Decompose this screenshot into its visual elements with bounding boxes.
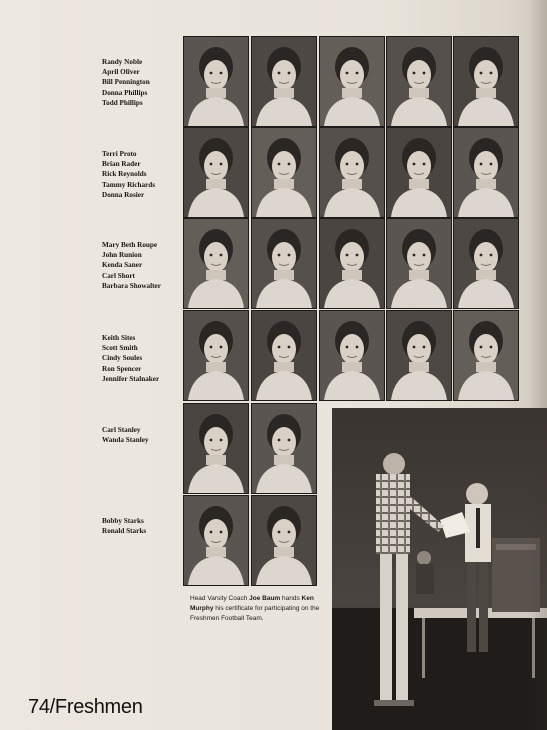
student-name: Mary Beth Roupe (102, 241, 158, 249)
student-name: Todd Phillips (102, 98, 143, 107)
student-portrait (319, 310, 385, 401)
award-ceremony-photo (332, 408, 547, 730)
student-portrait (183, 127, 249, 218)
student-name: Keith Sites (102, 334, 136, 342)
portrait-image (387, 128, 451, 217)
student-portrait (319, 218, 385, 309)
portrait-image (320, 37, 384, 126)
student-name: Brian Rader (102, 160, 141, 169)
student-portrait (453, 36, 519, 127)
name-list-row-4 (102, 333, 182, 384)
student-portrait (386, 127, 452, 218)
student-name: Kenda Saner (102, 261, 143, 270)
caption-text: his certificate for participating on the Freshmen Football Team. (190, 605, 320, 622)
student-portrait (386, 310, 452, 401)
student-portrait (386, 218, 452, 309)
name-list-row-6 (102, 516, 182, 536)
caption-player-name: Ken Murphy (190, 595, 314, 612)
student-name: Rick Reynolds (102, 170, 147, 179)
section-title: Freshmen (54, 696, 143, 718)
student-name: Wanda Stanley (102, 436, 149, 445)
portrait-image (252, 128, 316, 217)
page-folio: 74/Freshmen (28, 696, 143, 718)
student-name: Carl Stanley (102, 426, 141, 434)
portrait-image (320, 311, 384, 400)
portrait-image (252, 37, 316, 126)
page-spine-shadow (529, 0, 547, 730)
name-list-row-1 (102, 57, 182, 108)
student-portrait (319, 127, 385, 218)
portrait-image (454, 219, 518, 308)
caption-coach-name: Joe Baum (249, 595, 281, 602)
name-list-row-2 (102, 149, 182, 200)
student-name: Randy Noble (102, 58, 143, 66)
student-name: Carl Short (102, 271, 135, 280)
portrait-image (387, 311, 451, 400)
student-portrait (183, 310, 249, 401)
student-name: Cindy Soules (102, 354, 143, 363)
portrait-image (184, 219, 248, 308)
portrait-image (387, 219, 451, 308)
student-portrait (183, 495, 249, 586)
student-name: Bobby Starks (102, 517, 144, 525)
caption-text: hands (280, 595, 302, 602)
student-portrait (453, 218, 519, 309)
student-name: Tammy Richards (102, 180, 156, 189)
student-portrait (251, 310, 317, 401)
portrait-image (252, 311, 316, 400)
student-portrait (386, 36, 452, 127)
student-name: Jennifer Stalnaker (102, 374, 160, 383)
portrait-image (184, 311, 248, 400)
student-portrait (251, 495, 317, 586)
student-name: Donna Phillips (102, 88, 148, 97)
student-name: Ron Spencer (102, 364, 142, 373)
student-portrait (453, 127, 519, 218)
student-portrait (183, 218, 249, 309)
student-name: April Oliver (102, 68, 140, 77)
student-name: John Runion (102, 251, 142, 260)
photo-caption (190, 594, 332, 624)
page-number: 74 (28, 696, 50, 718)
student-name: Barbara Showalter (102, 281, 161, 290)
name-list-row-5 (102, 425, 182, 445)
student-name: Donna Rosier (102, 190, 145, 199)
portrait-image (252, 404, 316, 493)
student-name: Ronald Starks (102, 527, 147, 536)
award-ceremony-image (332, 408, 547, 730)
student-name: Terri Proto (102, 150, 137, 158)
student-portrait (251, 127, 317, 218)
portrait-image (454, 37, 518, 126)
student-name: Bill Pennington (102, 78, 150, 87)
portrait-image (184, 404, 248, 493)
portrait-image (184, 37, 248, 126)
student-name: Scott Smith (102, 344, 138, 353)
student-portrait (183, 403, 249, 494)
portrait-image (454, 128, 518, 217)
portrait-image (320, 128, 384, 217)
student-portrait (251, 403, 317, 494)
student-portrait (251, 36, 317, 127)
caption-text: Head Varsity Coach (190, 595, 250, 602)
portrait-image (184, 496, 248, 585)
student-portrait (251, 218, 317, 309)
portrait-image (184, 128, 248, 217)
student-portrait (183, 36, 249, 127)
name-list-row-3 (102, 240, 182, 291)
portrait-image (252, 219, 316, 308)
student-portrait (453, 310, 519, 401)
portrait-image (252, 496, 316, 585)
portrait-image (320, 219, 384, 308)
portrait-image (387, 37, 451, 126)
student-portrait (319, 36, 385, 127)
portrait-image (454, 311, 518, 400)
